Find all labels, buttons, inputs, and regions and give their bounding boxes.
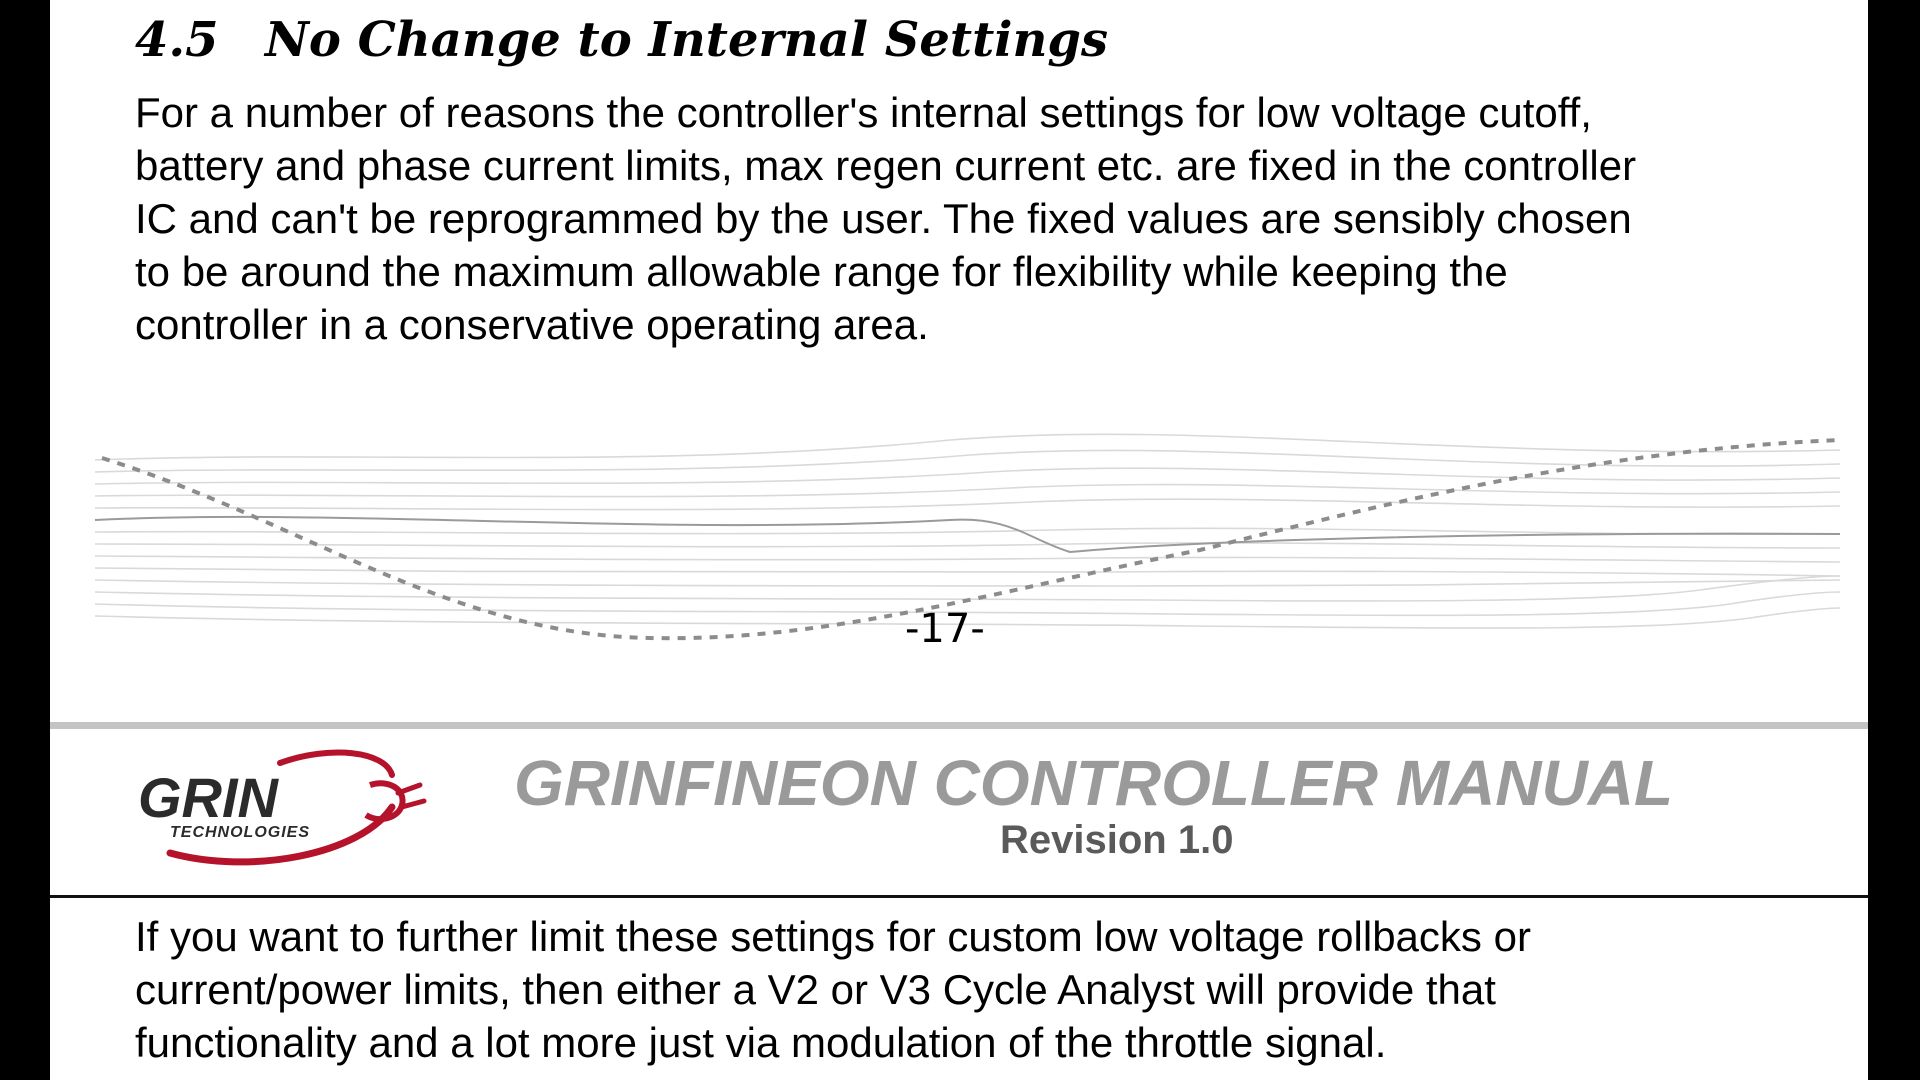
paragraph-line: to be around the maximum allowable range for flexibility while keeping the [135, 248, 1508, 295]
section-title: No Change to Internal Settings [265, 12, 1108, 68]
grin-technologies-logo [130, 745, 430, 875]
paragraph-line: For a number of reasons the controller's internal settings for low voltage cutoff, [135, 89, 1592, 136]
page-number: -17- [905, 606, 985, 652]
paragraph-cycle-analyst [135, 910, 1855, 1069]
paragraph-line: battery and phase current limits, max regen current etc. are fixed in the controller [135, 142, 1637, 189]
manual-revision: Revision 1.0 [1000, 818, 1234, 862]
header-divider-grey [50, 722, 1868, 729]
paragraph-line: current/power limits, then either a V2 or V3 Cycle Analyst will provide that [135, 966, 1496, 1013]
paragraph-line: controller in a conservative operating area. [135, 301, 929, 348]
logo-wordmark: GRIN [138, 766, 278, 829]
paragraph-line: functionality and a lot more just via modulation of the throttle signal. [135, 1019, 1387, 1066]
header-divider-black [50, 895, 1868, 898]
section-heading [135, 12, 1108, 68]
paragraph-line: IC and can't be reprogrammed by the user. The fixed values are sensibly chosen [135, 195, 1632, 242]
manual-page [50, 0, 1868, 1080]
manual-title: GRINFINEON CONTROLLER MANUAL [514, 747, 1674, 819]
paragraph-internal-settings [135, 86, 1855, 351]
logo-subtext: TECHNOLOGIES [170, 824, 311, 841]
paragraph-line: If you want to further limit these settings for custom low voltage rollbacks or [135, 913, 1531, 960]
section-number: 4.5 [135, 12, 219, 68]
